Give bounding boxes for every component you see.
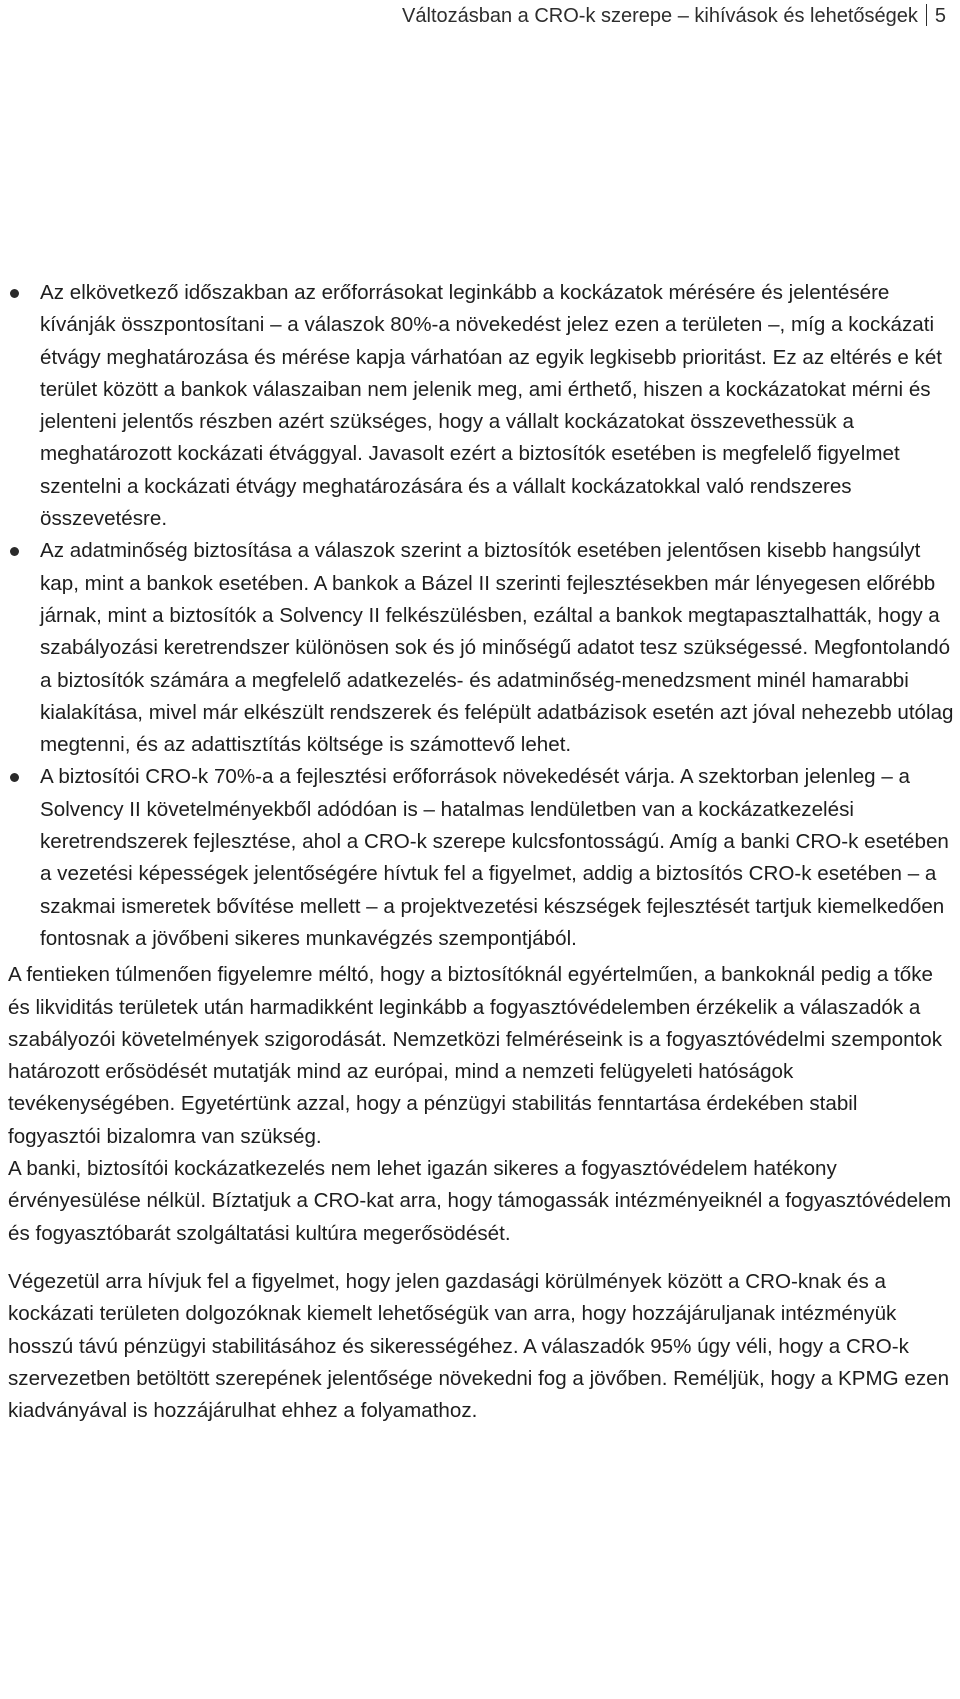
paragraph-encouragement: A banki, biztosítói kockázatkezelés nem lehet igazán sikeres a fogyasztóvédelem hatékony érvényesülése nélkül. Bíztatjuk a CRO-kat arra, hogy támogassák intézményeiknél a fogyasztóvédelem és fogyasztóbarát szolgáltatási kultúra megerősödését.	[8, 1157, 952, 1245]
bullet-text: Az adatminőség biztosítása a válaszok szerint a biztosítók esetében jelentősen kisebb hangsúlyt kap, mint a bankok esetében. A bankok a Bázel II szerinti fejlesztésekben már lényegesen előrébb járnak, mint a biztosítók a Solvency II felkészülésben, ezáltal a bankok megtapasztalhatták, hogy a szabályozási keretrendszer különösen sok és jó minőségű adatot tesz szükségessé. Megfontolandó a biztosítók számára a megfelelő adatkezelés- és adatminőség-menedzsment minél hamarabbi kialakítása, mivel már elkészült rendszerek és felépült adatbázisok esetén azt jóval nehezebb utólag megtenni, és az adattisztítás költsége is számottevő lehet.	[40, 539, 954, 757]
page-number: 5	[934, 5, 946, 27]
bullet-item	[8, 535, 954, 761]
body-text	[8, 277, 954, 1427]
bullet-list	[8, 277, 954, 955]
header-title: Változásban a CRO-k szerepe – kihívások és lehetőségek	[402, 5, 918, 27]
bullet-text: A biztosítói CRO-k 70%-a a fejlesztési erőforrások növekedését várja. A szektorban jelenleg – a Solvency II követelményekből adódóan is – hatalmas lendületben van a kockázatkezelési keretrendszerek fejlesztése, ahol a CRO-k szerepe kulcsfontosságú. Amíg a banki CRO-k esetében a vezetési képességek jelentőségére hívtuk fel a figyelmet, addig a biztosítós CRO-k esetében – a szakmai ismeretek bővítése mellett – a projektvezetési készségek fejlesztését tartjuk kiemelkedően fontosnak a jövőbeni sikeres munkavégzés szempontjából.	[40, 765, 949, 950]
bullet-dot-icon	[10, 289, 19, 298]
paragraph-conclusion: Végezetül arra hívjuk fel a figyelmet, hogy jelen gazdasági körülmények között a CRO-knak és a kockázati területen dolgozóknak kiemelt lehetőségük van arra, hogy hozzájáruljanak intézményük hosszú távú pénzügyi stabilitásához és sikerességéhez. A válaszadók 95% úgy véli, hogy a CRO-k szervezetben betöltött szerepének jelentősége növekedni fog a jövőben. Reméljük, hogy a KPMG ezen kiadványával is hozzájárulhat ehhez a folyamathoz.	[8, 1269, 950, 1423]
bullet-text: Az elkövetkező időszakban az erőforrásokat leginkább a kockázatok mérésére és jelentésére kívánják összpontosítani – a válaszok 80%-a növekedést jelez ezen a területen –, míg a kockázati étvágy meghatározása és mérése kapja várhatóan az egyik legkisebb prioritást. Ez az eltérés e két terület között a bankok válaszaiban nem jelenik meg, ami érthető, hiszen a kockázatokat mérni és jelenteni jelentős részben azért szükséges, hogy a vállalt kockázatokat összevethessük a meghatározott kockázati étvággyal. Javasolt ezért a biztosítók esetében is megfelelő figyelmet szentelni a kockázati étvágy meghatározására és a vállalt kockázatokkal való rendszeres összevetésre.	[40, 281, 943, 531]
running-header	[402, 2, 946, 30]
header-divider	[926, 4, 927, 26]
bullet-dot-icon	[10, 547, 19, 556]
bullet-item	[8, 277, 954, 535]
paragraph-consumer-protection: A fentieken túlmenően figyelemre méltó, hogy a biztosítóknál egyértelműen, a bankoknál pedig a tőke és likviditás területek után harmadikként leginkább a fogyasztóvédelemben érzékelik a válaszadók a szabályozói követelmények szigorodását. Nemzetközi felméréseink is a fogyasztóvédelmi szempontok határozott erősödését mutatják mind az európai, mind a nemzeti felügyeleti hatóságok tevékenységében. Egyetértünk azzal, hogy a pénzügyi stabilitás fenntartása érdekében stabil fogyasztói bizalomra van szükség.	[8, 963, 943, 1148]
bullet-item	[8, 761, 954, 955]
bullet-dot-icon	[10, 773, 19, 782]
